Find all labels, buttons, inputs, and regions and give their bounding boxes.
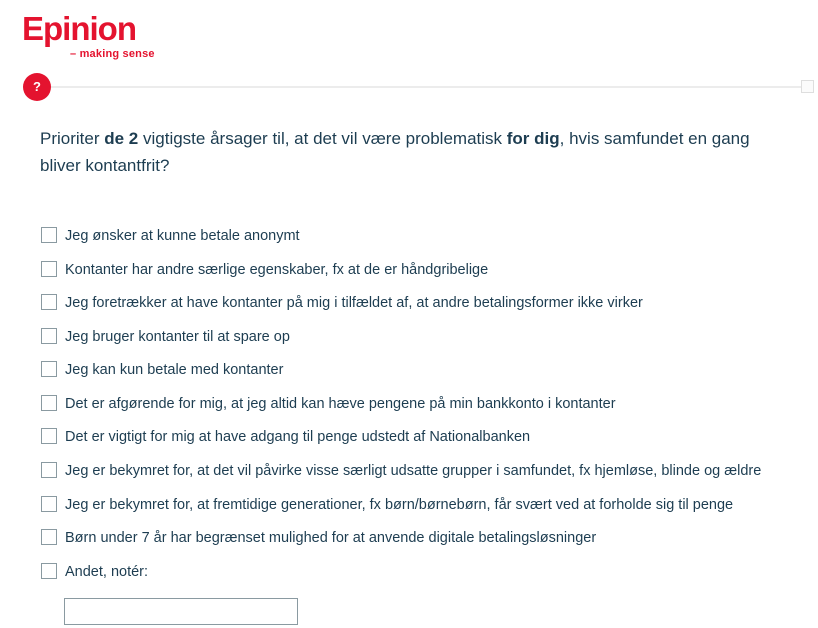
option-row[interactable]	[41, 562, 778, 583]
option-row[interactable]	[41, 327, 778, 348]
checkbox[interactable]	[41, 496, 57, 512]
option-row[interactable]	[41, 427, 778, 448]
checkbox[interactable]	[41, 395, 57, 411]
progress-line	[51, 86, 801, 88]
option-label: Jeg er bekymret for, at fremtidige generationer, fx børn/børnebørn, får svært ved at forholde sig til penge	[65, 496, 734, 513]
question-text	[40, 125, 776, 179]
checkbox[interactable]	[41, 227, 57, 243]
progress-indicator	[23, 73, 814, 101]
option-label: Børn under 7 år har begrænset mulighed for at anvende digitale betalingsløsninger	[65, 530, 597, 547]
option-label: Det er vigtigt for mig at have adgang til penge udstedt af Nationalbanken	[65, 429, 531, 446]
option-label: Det er afgørende for mig, at jeg altid kan hæve pengene på min bankkonto i kontanter	[65, 395, 616, 412]
option-row[interactable]	[41, 528, 778, 549]
option-row[interactable]	[41, 360, 778, 381]
checkbox[interactable]	[41, 563, 57, 579]
option-row[interactable]	[41, 260, 778, 281]
brand-logo	[0, 0, 818, 60]
option-label: Jeg er bekymret for, at det vil påvirke visse særligt udsatte grupper i samfundet, fx hjemløse, blinde og ældre	[65, 462, 762, 479]
option-row[interactable]	[41, 461, 778, 482]
option-row[interactable]	[41, 293, 778, 314]
progress-end-marker	[801, 80, 814, 93]
logo-wordmark: Epinion	[22, 10, 136, 47]
option-label: Jeg foretrækker at have kontanter på mig i tilfældet af, at andre betalingsformer ikke virker	[65, 295, 643, 312]
option-label: Jeg kan kun betale med kontanter	[65, 362, 284, 379]
option-row[interactable]	[41, 495, 778, 516]
question-part: , hvis samfundet en gang bliver kontantfrit?	[40, 128, 750, 175]
other-answer-input[interactable]	[64, 598, 298, 625]
options-list	[41, 226, 778, 582]
checkbox[interactable]	[41, 428, 57, 444]
question-bold: for dig	[506, 128, 560, 148]
question-bold: de 2	[104, 128, 139, 148]
option-label: Andet, notér:	[65, 563, 149, 580]
checkbox[interactable]	[41, 261, 57, 277]
checkbox[interactable]	[41, 462, 57, 478]
logo-tagline: – making sense	[70, 47, 155, 60]
checkbox[interactable]	[41, 529, 57, 545]
option-label: Jeg ønsker at kunne betale anonymt	[65, 228, 300, 245]
question-part: vigtigste årsager til, at det vil være problematisk	[138, 128, 507, 148]
question-part: Prioriter	[40, 128, 105, 148]
option-row[interactable]	[41, 394, 778, 415]
checkbox[interactable]	[41, 294, 57, 310]
checkbox[interactable]	[41, 361, 57, 377]
question-mark-icon: ?	[23, 73, 51, 101]
option-label: Jeg bruger kontanter til at spare op	[65, 328, 290, 345]
option-row[interactable]	[41, 226, 778, 247]
checkbox[interactable]	[41, 328, 57, 344]
option-label: Kontanter har andre særlige egenskaber, fx at de er håndgribelige	[65, 261, 489, 278]
